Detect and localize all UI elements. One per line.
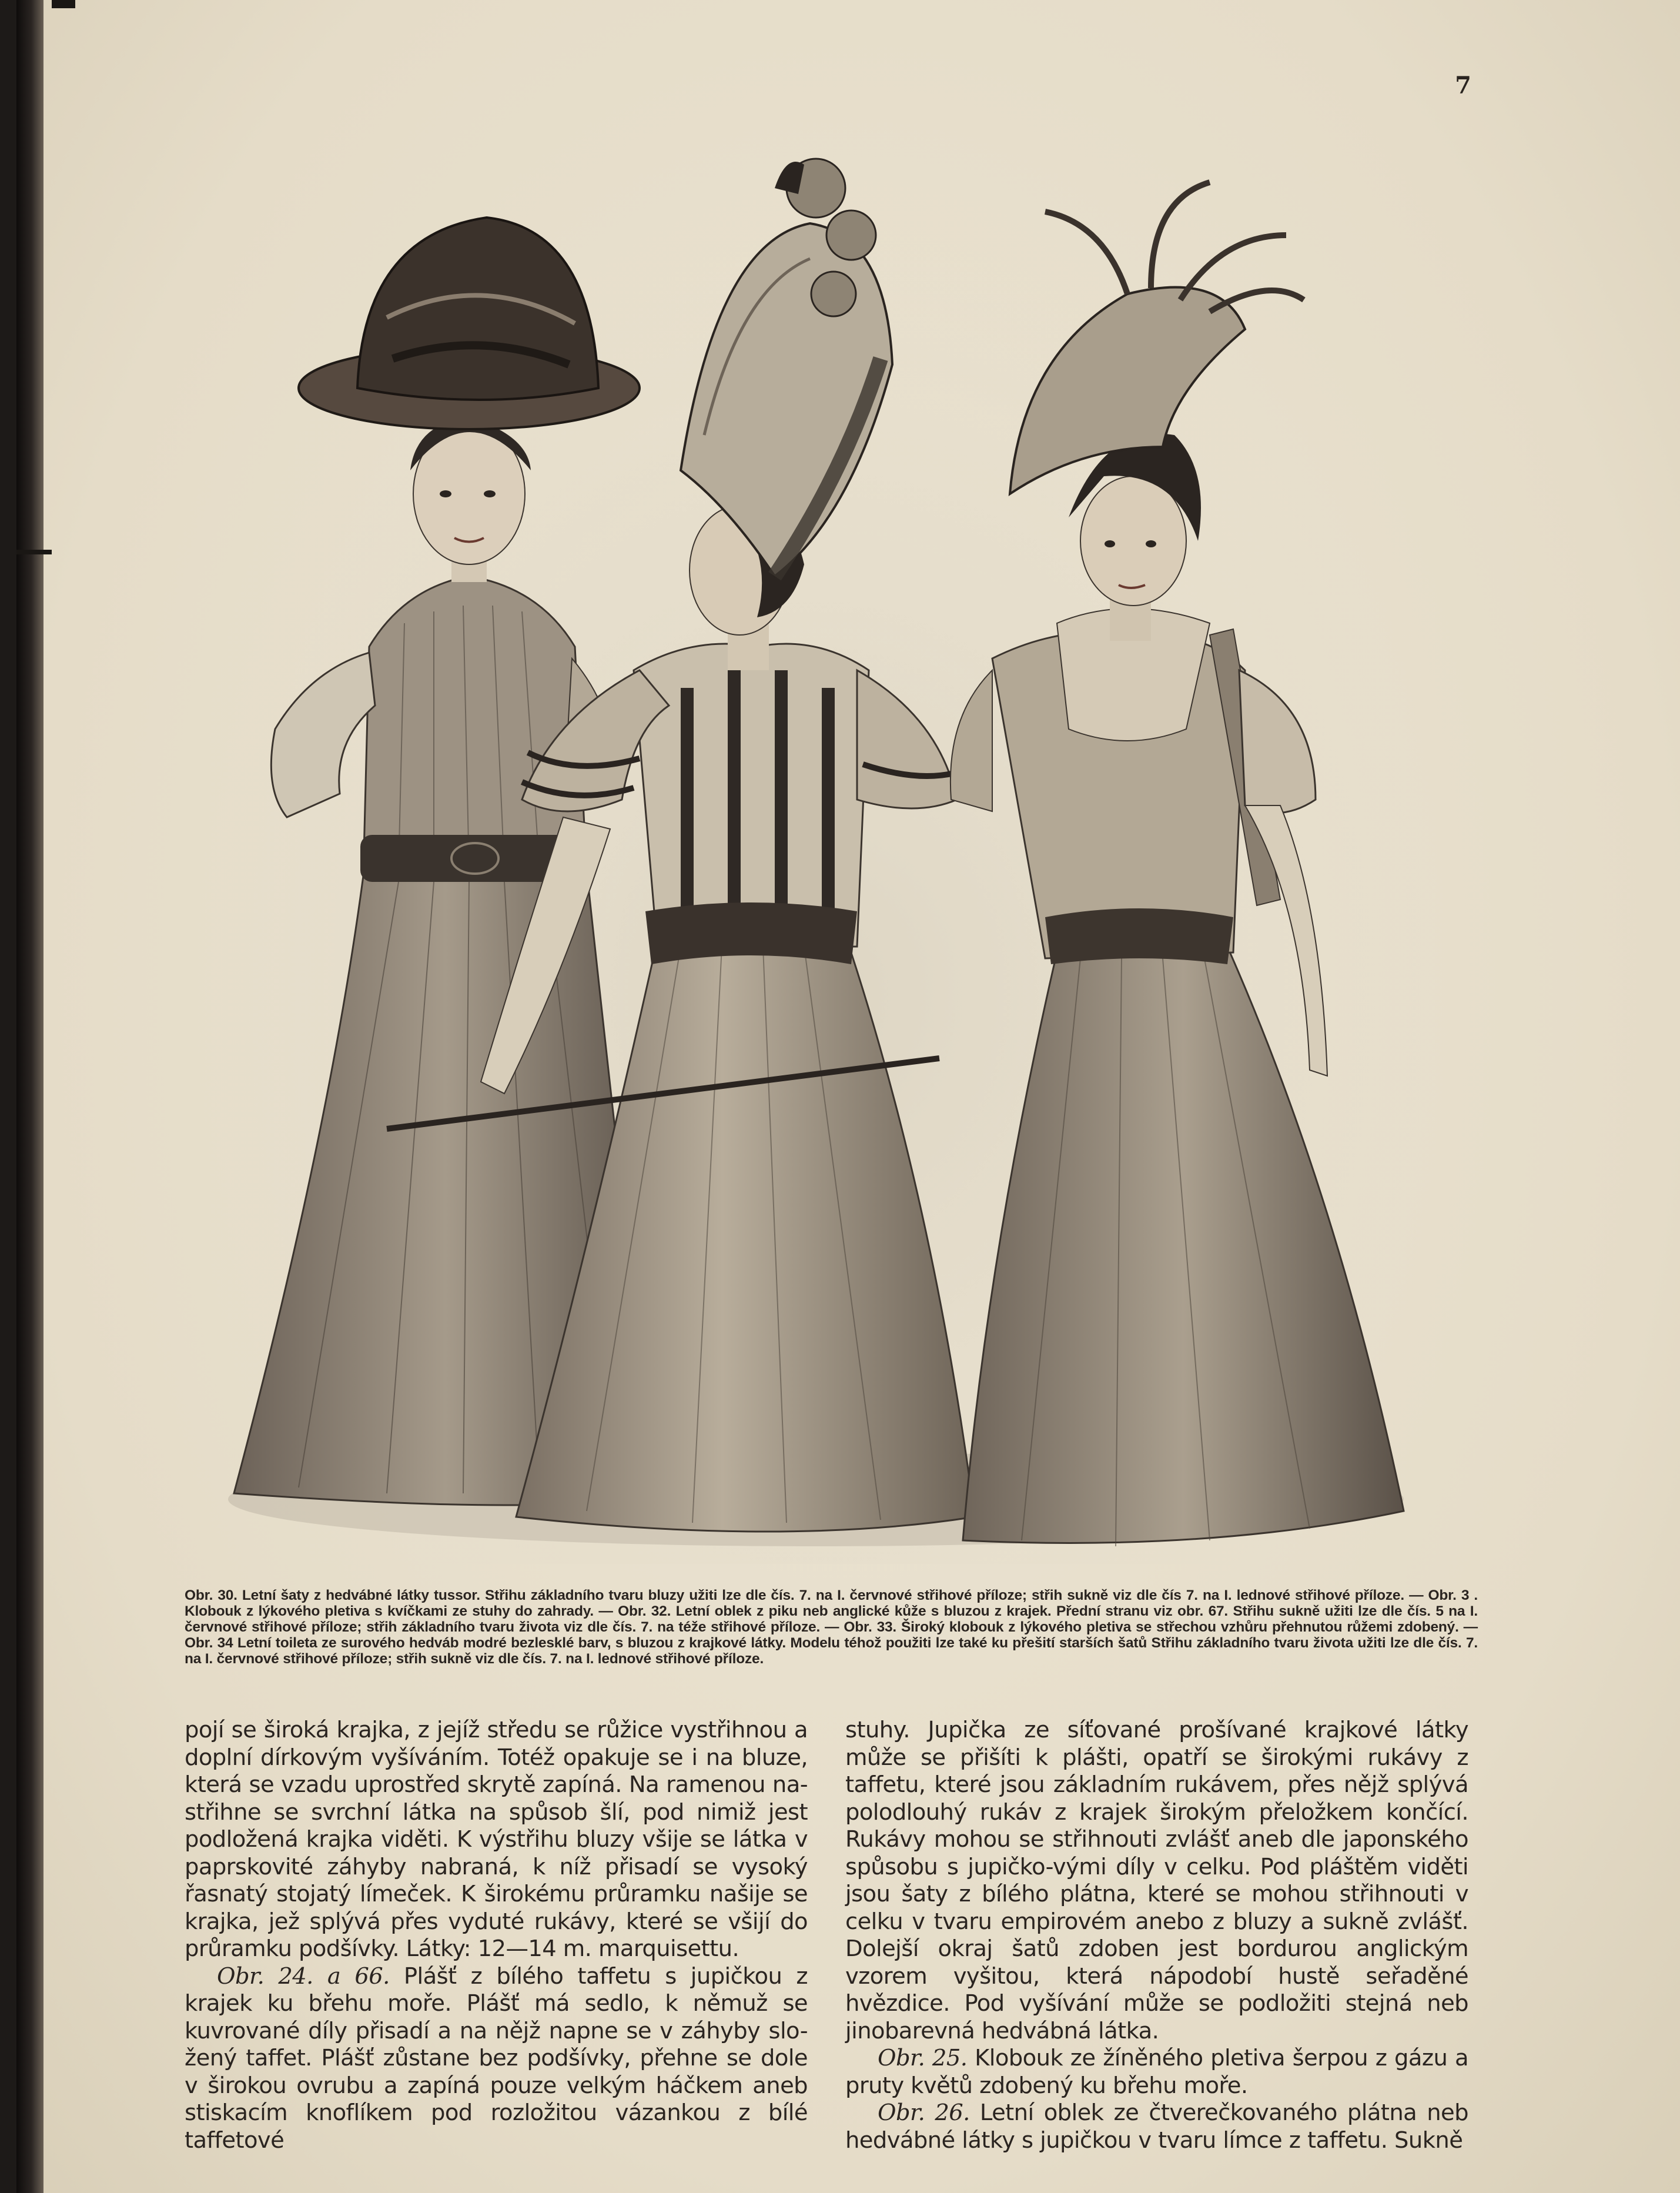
paragraph bbox=[845, 2100, 1468, 2154]
page-number: 7 bbox=[1455, 72, 1471, 99]
paragraph bbox=[185, 1963, 808, 2155]
fashion-illustration-plate bbox=[210, 141, 1421, 1564]
figure-reference: Obr. 26. bbox=[878, 2100, 970, 2126]
paragraph-text: Letní oblek ze čtverečkovaného plátna neb hedvábné látky s jupičkou v tvaru límce z taffetu. Sukně bbox=[845, 2100, 1468, 2154]
paragraph: pojí se široká krajka, z jejíž středu se růžice vystřihnou a doplní dírkovým vyšíváním. Totéž opakuje se i na bluze, která se vzadu uprostřed skrytě zapíná. Na ramenou na-střihne se svrchní látka na spůsob šlí, pod nimiž jest podložená krajka viděti. K výstřihu bluzy všije se látka v paprskovité záhyby nabraná, k níž přisadí se vysoký řasnatý stojatý límeček. K širokému průramku našije se krajka, jež splývá přes vyduté rukávy, které se všijí do průramku podšívky. Látky: 12—14 m. marquisettu. bbox=[185, 1717, 808, 1962]
paragraph: stuhy. Jupička ze síťované prošívané krajkové látky může se přišíti k plášti, opatří se širokými rukávy z taffetu, které jsou základním rukávem, přes nějž splývá polodlouhý rukáv z krajek širokým přeložkem končící. Rukávy mohou se střihnouti zvlášť aneb dle japonského spůsobu s jupičko-vými díly v celku. Pod pláštěm viděti jsou šaty z bílého plátna, které se mohou střihnouti v celku v tvaru empirovém anebo z bluzy a sukně zvlášť. Dolejší okraj šatů zdoben jest bordurou anglickým vzorem vyšitou, která nápodobí hustě seřaděné hvězdice. Pod vyšívání může se podložiti stejná neb jinobarevná hedvábná látka. bbox=[845, 1717, 1468, 2044]
paragraph-text: Klobouk ze žíněného pletiva šerpou z gázu a pruty květů zdobený ku břehu moře. bbox=[845, 2045, 1468, 2099]
paragraph bbox=[845, 2045, 1468, 2100]
figure-reference: Obr. 25. bbox=[878, 2045, 968, 2071]
text-column-left bbox=[185, 1717, 808, 2154]
plate-caption: Obr. 30. Letní šaty z hedvábné látky tussor. Střihu základního tvaru bluzy užiti lze dle čís. 7. na I. červnové střihové příloze; střih sukně viz dle čís 7. na I. lednové střihové příloze. — Obr. 3 . Klobouk z lýkového pletiva s kvíčkami ze stuhy do zahrady. — Obr. 32. Letní oblek z piku neb anglické kůže s bluzou z krajek. Přední stranu viz obr. 67. Střihu sukně užiti lze dle čís. 5 na I. červnové střihové příloze; střih základního tvaru života viz dle čís. 7. na téže střihové příloze. — Obr. 33. Široký klobouk z lýkového pletiva se střechou vzhůru přehnutou růžemi zdobený. — Obr. 34 Letní toileta ze surového hedváb modré bezlesklé barv, s bluzou z krajkové látky. Modelu téhož použiti lze také ku přešití starších šatů Střihu základního tvaru života užiti lze dle čís. 7. na I. červnové střihové příloze; střih sukně viz dle čís. 7. na I. lednové střihové příloze. bbox=[185, 1587, 1478, 1667]
magazine-page bbox=[16, 0, 1680, 2193]
figure-reference: Obr. 24. a 66. bbox=[217, 1963, 390, 1990]
text-column-right bbox=[845, 1717, 1468, 2154]
page-scrap-mark bbox=[16, 550, 52, 554]
page-binding-edge bbox=[16, 0, 43, 2193]
paragraph-text: Plášť z bílého taffetu s jupičkou z krajek ku břehu moře. Plášť má sedlo, k němuž se kuvrované díly přisadí a na nějž napne se v záhyby slo-žený taffet. Plášť zůstane bez podšívky, přehne se dole v širokou ovrubu a zapíná pouze velkým háčkem aneb stiskacím knoflíkem pod rozložitou vázankou z bílé taffetové bbox=[185, 1963, 808, 2154]
page-scrap-mark bbox=[52, 0, 75, 8]
